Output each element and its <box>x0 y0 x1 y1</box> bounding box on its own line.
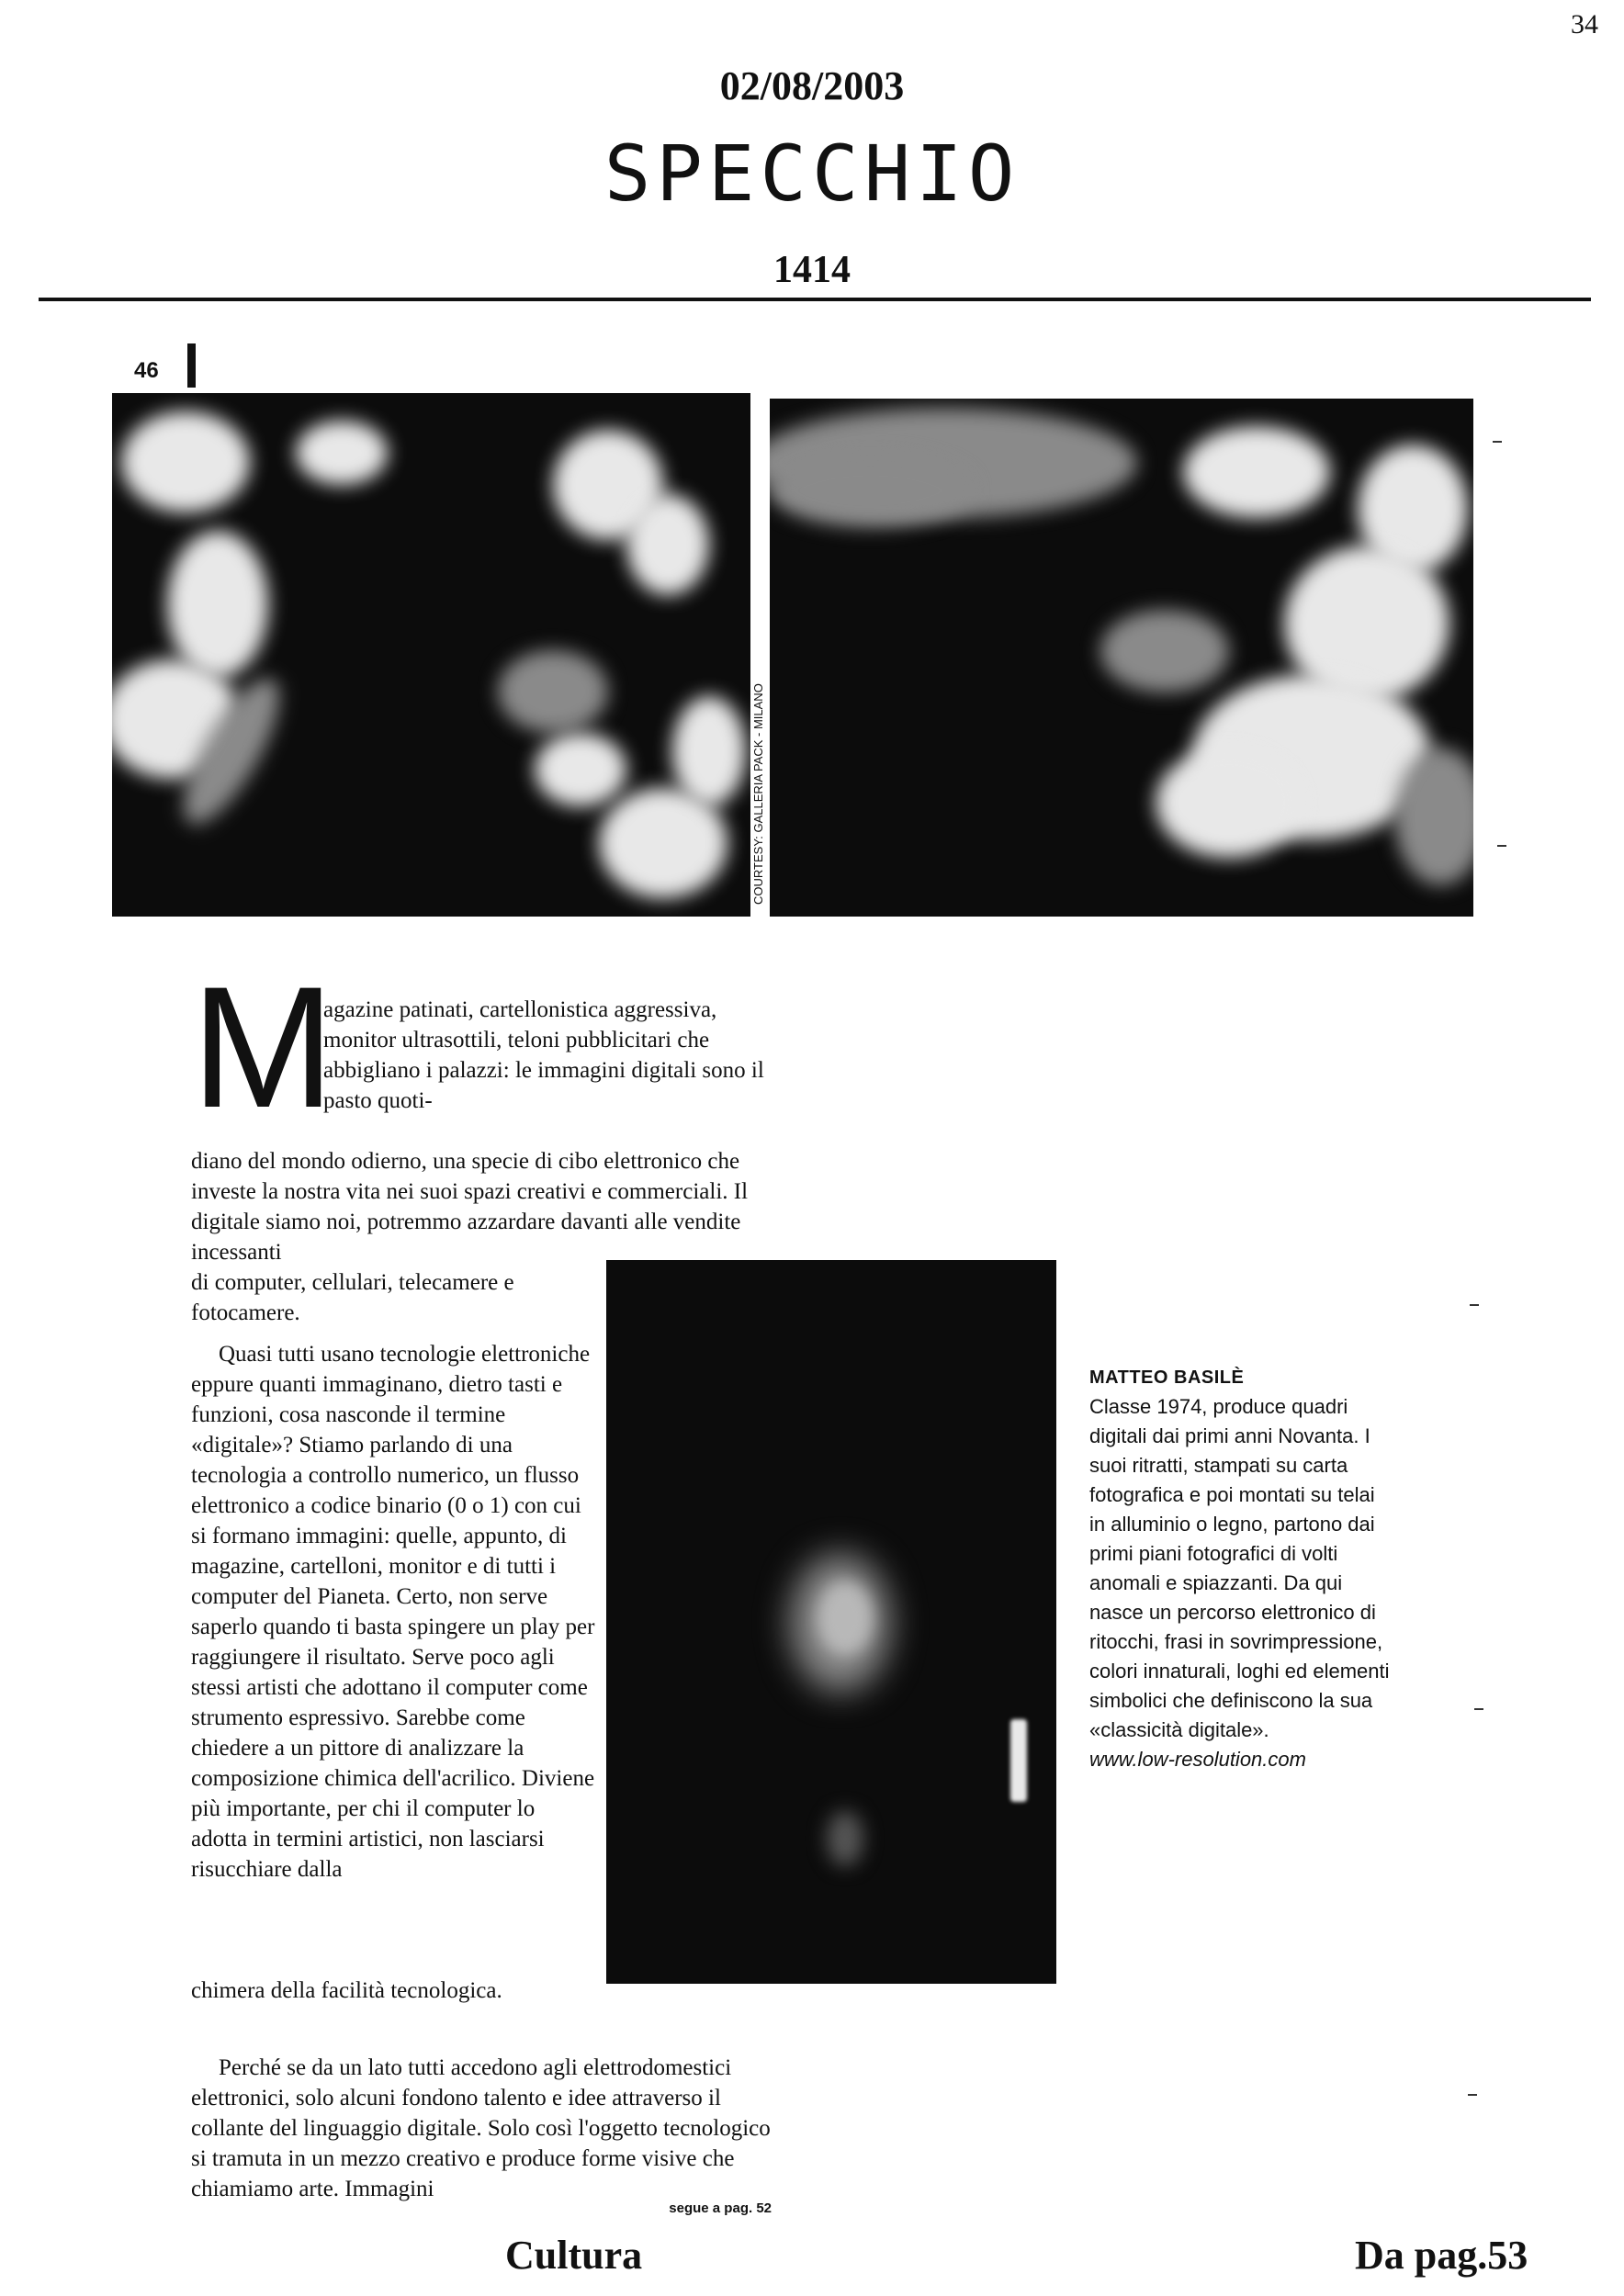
article-paragraph: diano del mondo odierno, una specie di cibo elettronico che investe la nostra vita nei suoi spazi creativi e commerciali. Il digitale siamo noi, potremmo azzardare davanti alle vendite incessanti <box>191 1149 749 1265</box>
continuation-note: segue a pag. 52 <box>669 2200 772 2216</box>
artist-description: Classe 1974, produce quadri digitali dai primi anni Novanta. I suoi ritratti, stampati su carta fotografica e poi montati su telai in alluminio o legno, partono dai primi piani fotografici di volti anomali e spiazzanti. Da qui nasce un percorso elettronico di ritocchi, frasi in sovrimpressione, colori innaturali, loghi ed elementi simbolici che definiscono la sua «classicità digitale». <box>1089 1395 1390 1741</box>
article-paragraph: chimera della facilità tecnologica. <box>191 1978 502 2003</box>
scan-mark <box>1474 1708 1483 1710</box>
artist-website[interactable]: www.low-resolution.com <box>1089 1748 1306 1771</box>
article-paragraph: agazine patinati, cartellonistica aggressiva, monitor ultrasottili, teloni pubblicitari che abbigliano i palazzi: le immagini digitali sono il pasto quoti- <box>323 997 764 1113</box>
artwork-photo-left <box>112 393 750 917</box>
scan-mark <box>1493 441 1502 443</box>
drop-cap: M <box>191 951 335 1143</box>
artist-bio <box>1089 1363 1393 1774</box>
article-paragraph: di computer, cellulari, telecamere e fotocamere. <box>191 1270 514 1325</box>
folio-number: 46 <box>134 358 159 383</box>
publication-date: 02/08/2003 <box>719 63 905 108</box>
article-paragraph: Quasi tutti usano tecnologie elettroniche eppure quanti immaginano, dietro tasti e funzioni, cosa nasconde il termine «digitale»? Stiamo parlando di una tecnologia a controllo numerico, un flusso elettronico a codice binario (0 o 1) con cui si formano immagini: quelle, appunto, di magazine, cartelloni, monitor e di tutti i computer del Pianeta. Certo, non serve saperlo quando ti basta spingere un play per raggiungere il risultato. Serve poco agli stessi artisti che adottano il computer come strumento espressivo. Sarebbe come chiedere a un pittore di analizzare la composizione chimica dell'acrilico. Diviene più importante, per chi il computer lo adotta in termini artistici, non lasciarsi risucchiare dalla <box>191 1342 595 1882</box>
section-name: Cultura <box>505 2233 643 2278</box>
publication-title: SPECCHIO <box>603 129 1021 219</box>
scan-mark <box>1468 2094 1477 2096</box>
folio-marker <box>187 343 196 388</box>
artwork-portrait <box>606 1260 1056 1984</box>
article-paragraph: Perché se da un lato tutti accedono agli elettrodomestici elettronici, solo alcuni fondono talento e idee attraverso il collante del linguaggio digitale. Solo così l'oggetto tecnologico si tramuta in un mezzo creativo e produce forme visive che chiamiamo arte. Immagini <box>191 2055 771 2201</box>
header-divider <box>39 298 1591 301</box>
scan-mark <box>1497 845 1506 847</box>
page-reference: Da pag.53 <box>1355 2233 1528 2278</box>
page-number: 34 <box>1571 9 1598 39</box>
publication-code: 1414 <box>773 249 851 291</box>
photo-credit: COURTESY: GALLERIA PACK - MILANO <box>751 683 765 905</box>
artwork-photo-right <box>770 399 1473 917</box>
artist-name: MATTEO BASILÈ <box>1089 1367 1245 1388</box>
scan-mark <box>1470 1304 1479 1306</box>
